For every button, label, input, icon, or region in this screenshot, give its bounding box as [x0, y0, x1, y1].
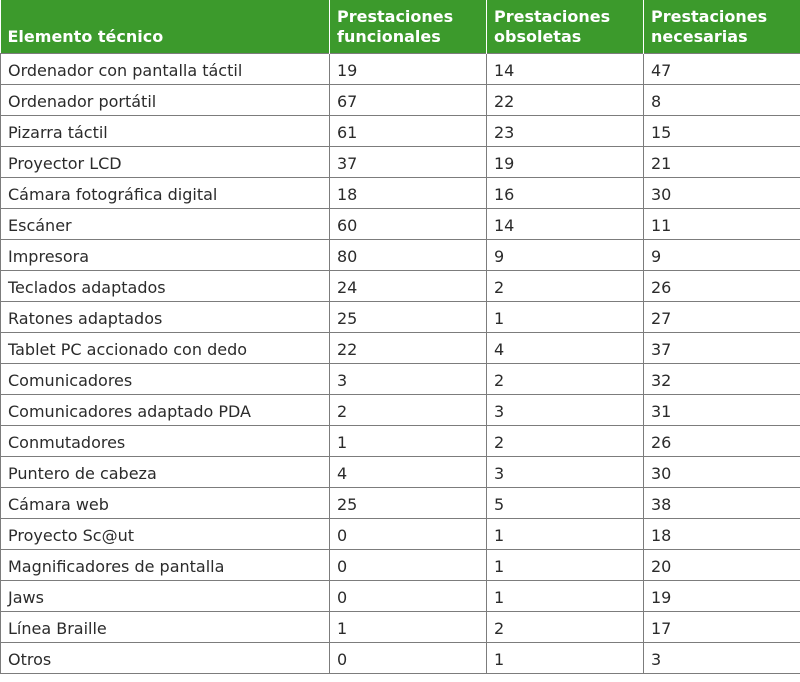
table-row [1, 363, 800, 394]
element-name-cell: Otros [1, 642, 330, 673]
functional-count-cell: 0 [330, 549, 487, 580]
functional-count-cell: 19 [330, 53, 487, 84]
functional-count-cell: 0 [330, 642, 487, 673]
table-row [1, 394, 800, 425]
obsolete-count-cell: 3 [487, 456, 644, 487]
functional-count-cell: 0 [330, 518, 487, 549]
functional-count-cell: 0 [330, 580, 487, 611]
needed-count-cell: 3 [644, 642, 800, 673]
table-row [1, 270, 800, 301]
functional-count-cell: 25 [330, 487, 487, 518]
table-row [1, 518, 800, 549]
element-name-cell: Proyecto Sc@ut [1, 518, 330, 549]
element-name-cell: Comunicadores adaptado PDA [1, 394, 330, 425]
needed-count-cell: 38 [644, 487, 800, 518]
functional-count-cell: 37 [330, 146, 487, 177]
obsolete-count-cell: 2 [487, 363, 644, 394]
functional-count-cell: 3 [330, 363, 487, 394]
needed-count-cell: 11 [644, 208, 800, 239]
obsolete-count-cell: 2 [487, 270, 644, 301]
functional-count-cell: 1 [330, 611, 487, 642]
table-row [1, 208, 800, 239]
element-name-cell: Escáner [1, 208, 330, 239]
element-name-cell: Magnificadores de pantalla [1, 549, 330, 580]
element-name-cell: Jaws [1, 580, 330, 611]
element-name-cell: Conmutadores [1, 425, 330, 456]
functional-count-cell: 22 [330, 332, 487, 363]
table-body [1, 53, 800, 673]
obsolete-count-cell: 1 [487, 580, 644, 611]
needed-count-cell: 30 [644, 456, 800, 487]
element-name-cell: Ordenador con pantalla táctil [1, 53, 330, 84]
needed-count-cell: 9 [644, 239, 800, 270]
table-row [1, 146, 800, 177]
needed-count-cell: 26 [644, 425, 800, 456]
element-name-cell: Línea Braille [1, 611, 330, 642]
functional-count-cell: 61 [330, 115, 487, 146]
needed-count-cell: 47 [644, 53, 800, 84]
table-row [1, 487, 800, 518]
functional-count-cell: 80 [330, 239, 487, 270]
obsolete-count-cell: 23 [487, 115, 644, 146]
needed-count-cell: 21 [644, 146, 800, 177]
needed-count-cell: 30 [644, 177, 800, 208]
needed-count-cell: 32 [644, 363, 800, 394]
header-prestaciones-obsoletas: Prestaciones obsoletas [487, 0, 644, 53]
functional-count-cell: 67 [330, 84, 487, 115]
element-name-cell: Pizarra táctil [1, 115, 330, 146]
obsolete-count-cell: 3 [487, 394, 644, 425]
functional-count-cell: 25 [330, 301, 487, 332]
obsolete-count-cell: 1 [487, 642, 644, 673]
needed-count-cell: 19 [644, 580, 800, 611]
needed-count-cell: 18 [644, 518, 800, 549]
element-name-cell: Cámara web [1, 487, 330, 518]
needed-count-cell: 37 [644, 332, 800, 363]
obsolete-count-cell: 14 [487, 208, 644, 239]
obsolete-count-cell: 1 [487, 301, 644, 332]
element-name-cell: Ordenador portátil [1, 84, 330, 115]
needed-count-cell: 20 [644, 549, 800, 580]
table-row [1, 301, 800, 332]
table-row [1, 456, 800, 487]
functional-count-cell: 4 [330, 456, 487, 487]
table-row [1, 580, 800, 611]
obsolete-count-cell: 2 [487, 611, 644, 642]
obsolete-count-cell: 2 [487, 425, 644, 456]
needed-count-cell: 17 [644, 611, 800, 642]
obsolete-count-cell: 14 [487, 53, 644, 84]
functional-count-cell: 1 [330, 425, 487, 456]
element-name-cell: Impresora [1, 239, 330, 270]
obsolete-count-cell: 1 [487, 518, 644, 549]
functional-count-cell: 2 [330, 394, 487, 425]
needed-count-cell: 27 [644, 301, 800, 332]
element-name-cell: Teclados adaptados [1, 270, 330, 301]
needed-count-cell: 26 [644, 270, 800, 301]
table-header [1, 0, 800, 53]
header-row [1, 0, 800, 53]
obsolete-count-cell: 4 [487, 332, 644, 363]
table-row [1, 177, 800, 208]
table-row [1, 84, 800, 115]
needed-count-cell: 31 [644, 394, 800, 425]
table-row [1, 115, 800, 146]
table-row [1, 642, 800, 673]
header-prestaciones-funcionales: Prestaciones funcionales [330, 0, 487, 53]
table-row [1, 425, 800, 456]
element-name-cell: Tablet PC accionado con dedo [1, 332, 330, 363]
needed-count-cell: 8 [644, 84, 800, 115]
table-row [1, 53, 800, 84]
needed-count-cell: 15 [644, 115, 800, 146]
functional-count-cell: 24 [330, 270, 487, 301]
table-row [1, 332, 800, 363]
header-elemento-tecnico: Elemento técnico [1, 0, 330, 53]
obsolete-count-cell: 9 [487, 239, 644, 270]
obsolete-count-cell: 5 [487, 487, 644, 518]
element-name-cell: Cámara fotográfica digital [1, 177, 330, 208]
functional-count-cell: 18 [330, 177, 487, 208]
obsolete-count-cell: 1 [487, 549, 644, 580]
element-name-cell: Puntero de cabeza [1, 456, 330, 487]
table-row [1, 239, 800, 270]
obsolete-count-cell: 16 [487, 177, 644, 208]
element-name-cell: Ratones adaptados [1, 301, 330, 332]
obsolete-count-cell: 19 [487, 146, 644, 177]
header-prestaciones-necesarias: Prestaciones necesarias [644, 0, 800, 53]
functional-count-cell: 60 [330, 208, 487, 239]
table-row [1, 611, 800, 642]
element-name-cell: Comunicadores [1, 363, 330, 394]
table-row [1, 549, 800, 580]
obsolete-count-cell: 22 [487, 84, 644, 115]
element-name-cell: Proyector LCD [1, 146, 330, 177]
